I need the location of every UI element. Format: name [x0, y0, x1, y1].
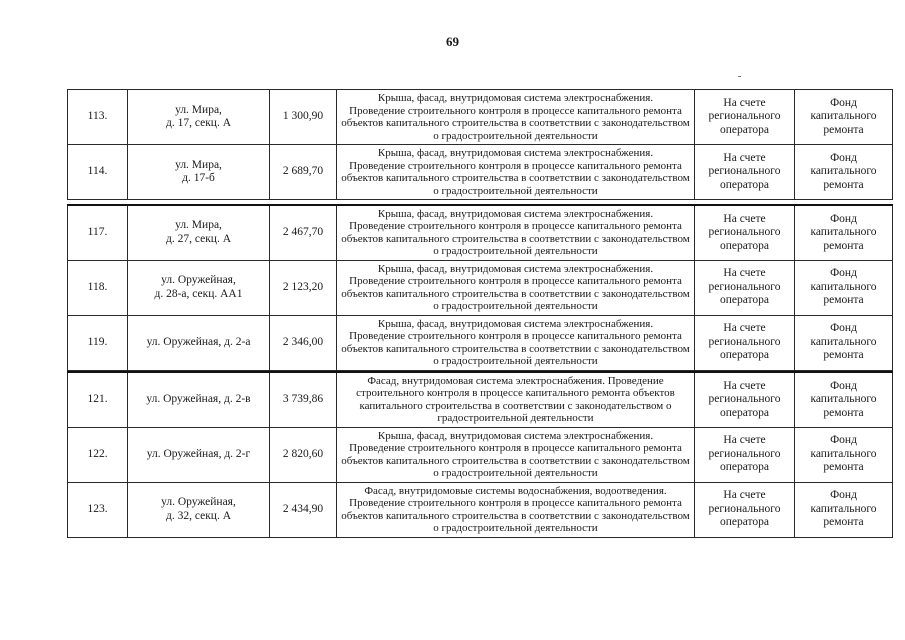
address-cell: ул. Мира, д. 17-б: [128, 145, 270, 200]
scan-speck: [738, 76, 741, 77]
address-cell: ул. Мира, д. 17, секц. А: [128, 90, 270, 145]
table-row: [68, 145, 893, 200]
area-cell: 2 123,20: [270, 260, 337, 315]
works-description-cell: Крыша, фасад, внутридомовая система электроснабжения. Проведение строительного контроля в процессе капитального ремонта объектов капитального строительства в соответствии с законодательством о градостроительной деятельности: [337, 260, 695, 315]
works-description-cell: Крыша, фасад, внутридомовая система электроснабжения. Проведение строительного контроля в процессе капитального ремонта объектов капитального строительства в соответствии с законодательством о градостроительной деятельности: [337, 145, 695, 200]
row-number-cell: 121.: [68, 372, 128, 427]
table-row: [68, 260, 893, 315]
row-number-cell: 114.: [68, 145, 128, 200]
works-table: [67, 89, 893, 200]
funding-source-cell: Фонд капитального ремонта: [795, 90, 893, 145]
table-row: [68, 482, 893, 537]
area-cell: 2 346,00: [270, 315, 337, 370]
row-number-cell: 123.: [68, 482, 128, 537]
account-method-cell: На счете регионального оператора: [695, 315, 795, 370]
funding-source-cell: Фонд капитального ремонта: [795, 315, 893, 370]
account-method-cell: На счете регионального оператора: [695, 372, 795, 427]
funding-source-cell: Фонд капитального ремонта: [795, 145, 893, 200]
works-description-cell: Крыша, фасад, внутридомовая система электроснабжения. Проведение строительного контроля в процессе капитального ремонта объектов капитального строительства в соответствии с законодательством о градостроительной деятельности: [337, 205, 695, 260]
area-cell: 2 434,90: [270, 482, 337, 537]
funding-source-cell: Фонд капитального ремонта: [795, 482, 893, 537]
table-block: [67, 89, 877, 200]
table-row: [68, 205, 893, 260]
row-number-cell: 113.: [68, 90, 128, 145]
works-table: [67, 204, 893, 371]
works-description-cell: Крыша, фасад, внутридомовая система электроснабжения. Проведение строительного контроля в процессе капитального ремонта объектов капитального строительства в соответствии с законодательством о градостроительной деятельности: [337, 427, 695, 482]
address-cell: ул. Оружейная, д. 2-а: [128, 315, 270, 370]
table-row: [68, 315, 893, 370]
works-description-cell: Крыша, фасад, внутридомовая система электроснабжения. Проведение строительного контроля в процессе капитального ремонта объектов капитального строительства в соответствии с законодательством о градостроительной деятельности: [337, 90, 695, 145]
row-number-cell: 118.: [68, 260, 128, 315]
row-number-cell: 122.: [68, 427, 128, 482]
address-cell: ул. Оружейная, д. 32, секц. А: [128, 482, 270, 537]
table-block: [67, 371, 877, 538]
address-cell: ул. Оружейная, д. 2-в: [128, 372, 270, 427]
address-cell: ул. Оружейная, д. 2-г: [128, 427, 270, 482]
area-cell: 2 467,70: [270, 205, 337, 260]
works-description-cell: Фасад, внутридомовая система электроснабжения. Проведение строительного контроля в процессе капитального ремонта объектов капитального строительства в соответствии с законодательством о градостроительной деятельности: [337, 372, 695, 427]
table-row: [68, 372, 893, 427]
account-method-cell: На счете регионального оператора: [695, 260, 795, 315]
address-cell: ул. Мира, д. 27, секц. А: [128, 205, 270, 260]
address-cell: ул. Оружейная, д. 28-а, секц. АА1: [128, 260, 270, 315]
funding-source-cell: Фонд капитального ремонта: [795, 260, 893, 315]
funding-source-cell: Фонд капитального ремонта: [795, 372, 893, 427]
works-table: [67, 371, 893, 538]
page-number: 69: [446, 34, 459, 49]
works-description-cell: Крыша, фасад, внутридомовая система электроснабжения. Проведение строительного контроля в процессе капитального ремонта объектов капитального строительства в соответствии с законодательством о градостроительной деятельности: [337, 315, 695, 370]
area-cell: 2 689,70: [270, 145, 337, 200]
funding-source-cell: Фонд капитального ремонта: [795, 205, 893, 260]
area-cell: 2 820,60: [270, 427, 337, 482]
row-number-cell: 117.: [68, 205, 128, 260]
account-method-cell: На счете регионального оператора: [695, 205, 795, 260]
works-description-cell: Фасад, внутридомовые системы водоснабжения, водоотведения. Проведение строительного контроля в процессе капитального ремонта объектов капитального строительства в соответствии с законодательством о градостроительной деятельности: [337, 482, 695, 537]
account-method-cell: На счете регионального оператора: [695, 482, 795, 537]
table-block: [67, 204, 877, 371]
account-method-cell: На счете регионального оператора: [695, 90, 795, 145]
account-method-cell: На счете регионального оператора: [695, 145, 795, 200]
account-method-cell: На счете регионального оператора: [695, 427, 795, 482]
row-number-cell: 119.: [68, 315, 128, 370]
funding-source-cell: Фонд капитального ремонта: [795, 427, 893, 482]
area-cell: 1 300,90: [270, 90, 337, 145]
table-row: [68, 90, 893, 145]
area-cell: 3 739,86: [270, 372, 337, 427]
table-row: [68, 427, 893, 482]
